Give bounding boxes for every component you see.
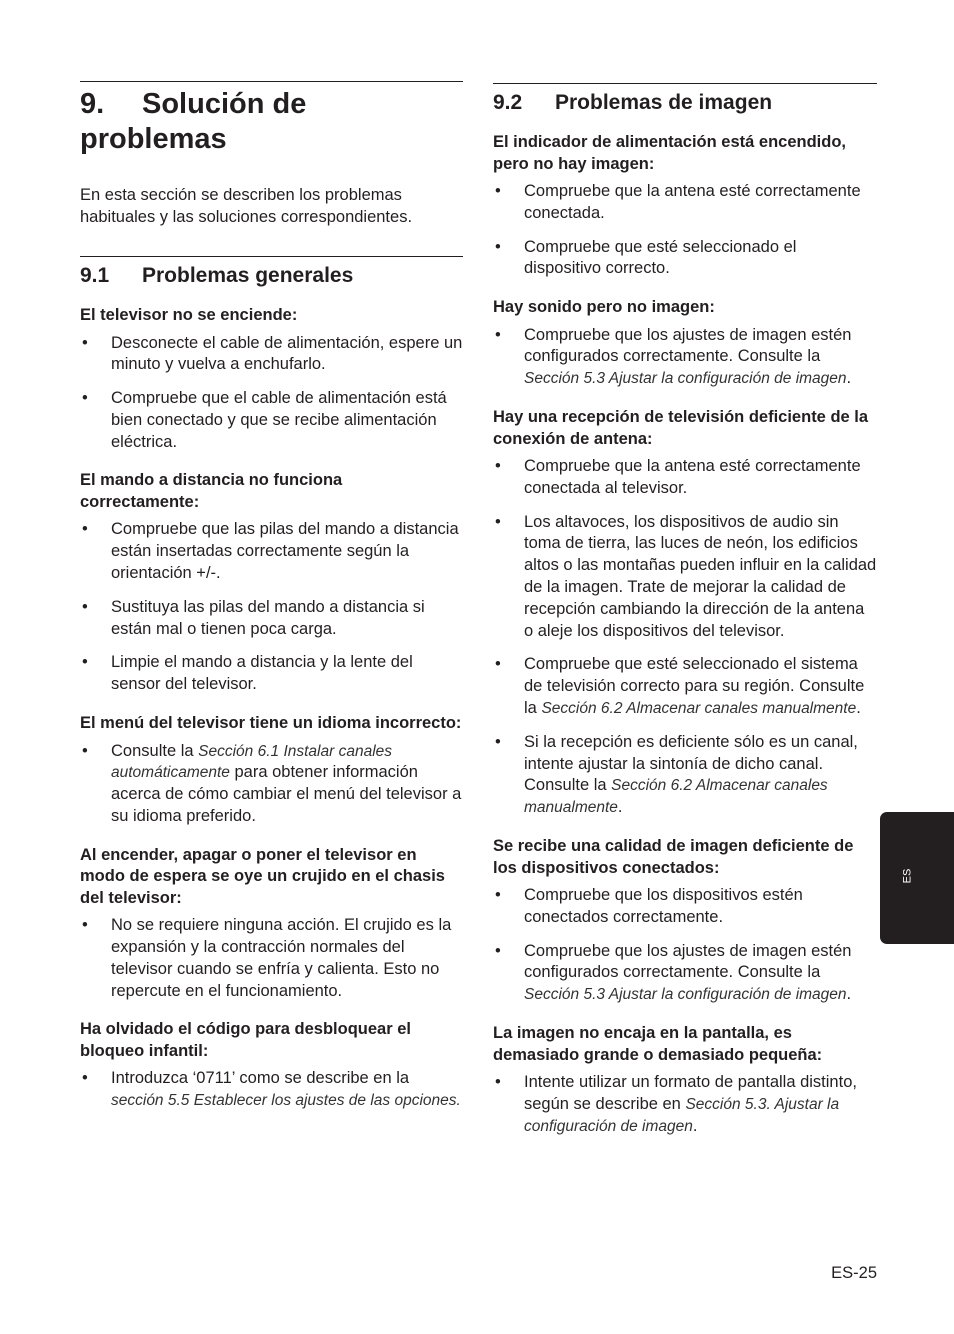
solution-item [80, 519, 463, 584]
bullet: • [495, 182, 501, 200]
section-reference: Sección 5.3 Ajustar la configuración de imagen [524, 986, 847, 1004]
chapter-title-line1: Solución de [142, 88, 307, 120]
bullet: • [82, 916, 88, 935]
bullet: • [82, 389, 88, 408]
right-column [493, 83, 877, 1137]
section-number: 9.2 [493, 91, 523, 114]
solution-list [493, 181, 877, 280]
bullet: • [82, 597, 88, 616]
problem-heading: Ha olvidado el código para desbloquear el bloqueo infantil: [80, 1020, 411, 1060]
bullet: • [495, 457, 501, 476]
solution-item [493, 732, 877, 819]
solution-text: Compruebe que los ajustes de imagen estén configurados correctamente. Consulte la [524, 325, 852, 366]
solution-text: . [617, 798, 623, 817]
solution-text: Limpie el mando a distancia y la lente del sensor del televisor. [111, 653, 413, 694]
solution-text: Introduzca ‘0711’ como se describe en la [111, 1069, 410, 1088]
solution-text: . [692, 1116, 698, 1135]
problem-heading: El mando a distancia no funciona correctamente: [80, 471, 343, 511]
section-heading [493, 84, 877, 116]
solution-item [80, 1068, 463, 1112]
solution-list [80, 741, 463, 828]
solution-text: Compruebe que la antena esté correctamente conectada. [524, 182, 861, 222]
problem-heading: Se recibe una calidad de imagen deficiente de los dispositivos conectados: [493, 837, 854, 877]
bullet: • [495, 655, 501, 674]
solution-text: Si la recepción es deficiente sólo es un canal, intente ajustar la sintonía de dicho canal. Consulte la [524, 732, 858, 795]
solution-text: Sustituya las pilas del mando a distancia si están mal o tienen poca carga. [111, 597, 425, 638]
chapter-title-line2: problemas [80, 123, 227, 155]
bullet: • [495, 237, 501, 256]
solution-text: Compruebe que las pilas del mando a distancia están insertadas correctamente según la orientación +/-. [111, 520, 459, 583]
section-reference: Sección 6.2 Almacenar canales manualmente [541, 700, 857, 718]
problem-heading: Hay sonido pero no imagen: [493, 298, 715, 317]
bullet: • [82, 1069, 88, 1088]
solution-item [80, 597, 463, 641]
left-column [80, 81, 463, 1112]
solution-text: Compruebe que esté seleccionado el sistema de televisión correcto para su región. Consulte la [524, 655, 865, 718]
solution-text: Compruebe que la antena esté correctamente conectada al televisor. [524, 457, 861, 497]
solution-item [80, 333, 463, 377]
bullet: • [495, 1073, 501, 1092]
solution-list [493, 325, 877, 390]
bullet: • [82, 520, 88, 539]
chapter-intro: En esta sección se describen los problemas habituales y las soluciones correspondientes. [80, 186, 413, 226]
bullet: • [82, 741, 88, 760]
solution-text: Los altavoces, los dispositivos de audio sin toma de tierra, las luces de neón, los edificios altos o las montañas pueden influir en la calidad de la imagen. Trate de mejorar la calidad de recepción cambiando la dirección de la antena o aleje los dispositivos del televisor. [524, 512, 877, 640]
solution-item [80, 652, 463, 696]
problem-heading: Hay una recepción de televisión deficiente de la conexión de antena: [493, 408, 869, 448]
section-reference: Sección 6.2 Almacenar canales manualmente [524, 777, 828, 817]
bullet: • [82, 653, 88, 672]
section-reference: Sección 5.3. Ajustar la configuración de imagen [524, 1095, 840, 1135]
solution-text: Compruebe que esté seleccionado el dispositivo correcto. [524, 237, 797, 278]
bullet: • [82, 333, 88, 352]
chapter-title [80, 82, 463, 157]
bullet: • [495, 512, 501, 531]
solution-item [493, 512, 877, 643]
section-heading [80, 257, 463, 289]
solution-item [493, 325, 877, 390]
page-number: ES-25 [831, 1264, 877, 1282]
solution-list [493, 456, 877, 819]
solution-text: . [846, 369, 852, 388]
solution-list [80, 519, 463, 696]
solution-item [80, 915, 463, 1002]
bullet: • [495, 325, 501, 344]
solution-item [493, 941, 877, 1006]
bullet: • [495, 732, 501, 751]
section-number: 9.1 [80, 264, 110, 287]
solution-text: Compruebe que los ajustes de imagen estén configurados correctamente. Consulte la [524, 941, 852, 982]
solution-list [80, 333, 463, 454]
solution-item [493, 1072, 877, 1137]
solution-item [493, 885, 877, 929]
chapter-number: 9. [80, 88, 105, 120]
solution-text: . [846, 985, 852, 1004]
solution-text: Compruebe que los dispositivos estén conectados correctamente. [524, 886, 803, 926]
solution-list [493, 1072, 877, 1137]
solution-text: . [856, 699, 861, 718]
problem-heading: El indicador de alimentación está encendido, pero no hay imagen: [493, 133, 847, 173]
solution-text: Compruebe que el cable de alimentación está bien conectado y que se recibe alimentación eléctrica. [111, 389, 447, 451]
solution-list [80, 1068, 463, 1112]
solution-item [493, 654, 877, 719]
language-tab [880, 812, 954, 944]
language-tab-label: ES [901, 868, 914, 884]
solution-text: Consulte la [111, 741, 199, 760]
solution-list [493, 885, 877, 1006]
problem-heading: El televisor no se enciende: [80, 306, 298, 324]
solution-text: Desconecte el cable de alimentación, espere un minuto y vuelva a enchufarlo. [111, 333, 463, 374]
section-reference: Sección 5.3 Ajustar la configuración de imagen [524, 370, 847, 388]
solution-item [80, 388, 463, 453]
solution-text: Intente utilizar un formato de pantalla distinto, según se describe en [524, 1073, 857, 1113]
problem-heading: La imagen no encaja en la pantalla, es demasiado grande o demasiado pequeña: [493, 1024, 823, 1064]
solution-item [80, 741, 463, 828]
problem-heading: Al encender, apagar o poner el televisor en modo de espera se oye un crujido en el chasis del televisor: [80, 845, 445, 907]
solution-item [493, 237, 877, 281]
section-reference: sección 5.5 Establecer los ajustes de las opciones. [111, 1092, 461, 1110]
bullet: • [495, 941, 501, 960]
solution-item [493, 181, 877, 225]
section-title: Problemas de imagen [555, 91, 773, 114]
solution-item [493, 456, 877, 500]
section-reference: Sección 6.1 Instalar canales automáticamente [111, 742, 393, 782]
solution-text: para obtener información acerca de cómo cambiar el menú del televisor a su idioma preferido. [111, 763, 462, 825]
solution-text: No se requiere ninguna acción. El crujido es la expansión y la contracción normales del televisor cuando se enfría y calienta. Esto no repercute en el funcionamiento. [111, 916, 452, 1000]
solution-list [80, 915, 463, 1002]
bullet: • [495, 886, 501, 905]
problem-heading: El menú del televisor tiene un idioma incorrecto: [80, 714, 462, 733]
section-title: Problemas generales [142, 264, 354, 287]
